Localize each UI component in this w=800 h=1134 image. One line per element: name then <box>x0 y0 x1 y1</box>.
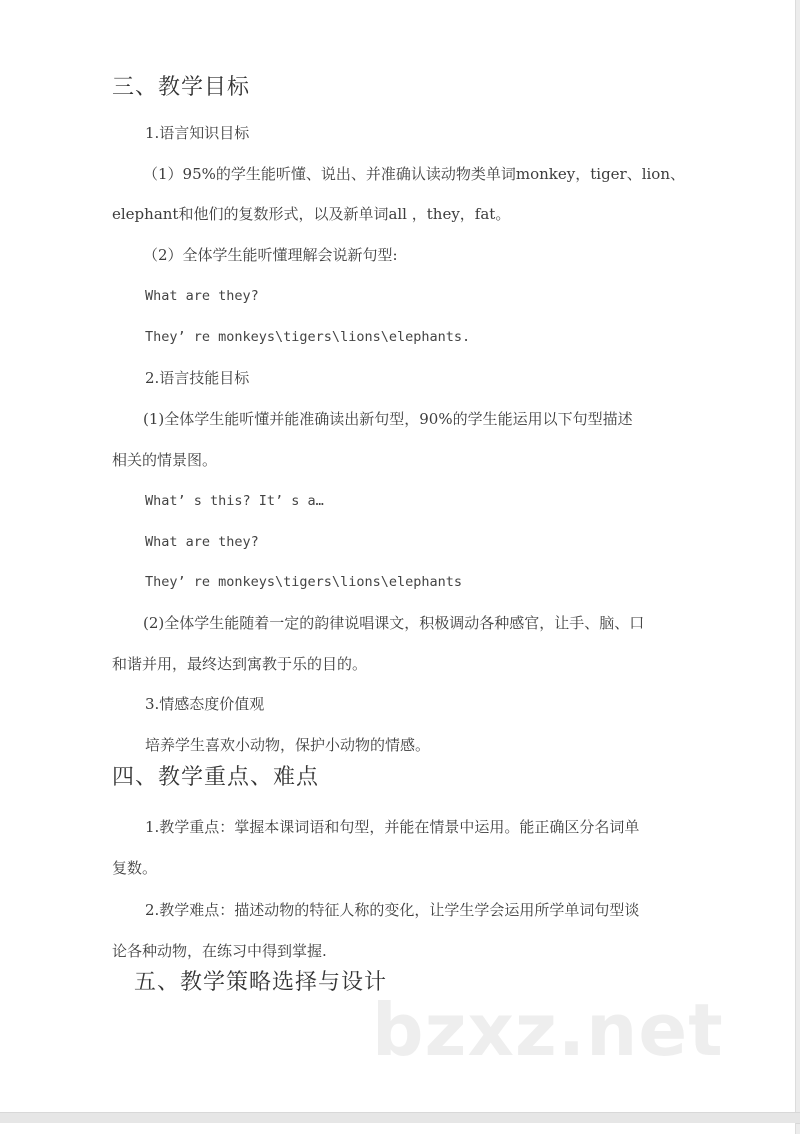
paragraph-line: 和谐并用，最终达到寓教于乐的目的。 <box>112 655 368 673</box>
paragraph-line: 培养学生喜欢小动物，保护小动物的情感。 <box>145 736 431 754</box>
paragraph-line: 复数。 <box>112 859 158 877</box>
subsection-title-attitude-values: 3.情感态度价值观 <box>145 695 265 713</box>
subsection-title-skill-goals: 2.语言技能目标 <box>145 369 250 387</box>
sentence-pattern: What are they? <box>145 288 259 304</box>
subsection-title-knowledge-goals: 1.语言知识目标 <box>145 124 250 142</box>
paragraph-line: 2.教学难点：描述动物的特征人称的变化，让学生学会运用所学单词句型谈 <box>145 901 640 919</box>
sentence-pattern: They’ re monkeys\tigers\lions\elephants <box>145 574 462 590</box>
section-heading-strategy-design: 五、教学策略选择与设计 <box>134 970 388 995</box>
sentence-pattern: They’ re monkeys\tigers\lions\elephants. <box>145 329 471 345</box>
next-page-top <box>0 1123 796 1134</box>
sentence-pattern: What are they? <box>145 534 259 550</box>
paragraph-line: elephant和他们的复数形式，以及新单词all ，they，fat。 <box>112 205 511 223</box>
watermark: bzxz.net <box>372 988 724 1072</box>
sentence-pattern: What’ s this? It’ s a… <box>145 493 324 509</box>
section-heading-teaching-goals: 三、教学目标 <box>112 75 251 100</box>
paragraph-line: 1.教学重点：掌握本课词语和句型，并能在情景中运用。能正确区分名词单 <box>145 818 640 836</box>
paragraph-line: 相关的情景图。 <box>112 451 218 469</box>
section-heading-key-points: 四、教学重点、难点 <box>112 765 320 790</box>
paragraph-line: (2)全体学生能随着一定的韵律说唱课文，积极调动各种感官，让手、脑、口 <box>143 614 645 632</box>
paragraph-line: （2）全体学生能听懂理解会说新句型: <box>143 246 398 264</box>
paragraph-line: （1）95%的学生能听懂、说出、并准确认读动物类单词monkey，tiger、lion、 <box>143 165 686 183</box>
paragraph-line: (1)全体学生能听懂并能准确读出新句型，90%的学生能运用以下句型描述 <box>143 410 633 428</box>
paragraph-line: 论各种动物，在练习中得到掌握. <box>112 942 327 960</box>
